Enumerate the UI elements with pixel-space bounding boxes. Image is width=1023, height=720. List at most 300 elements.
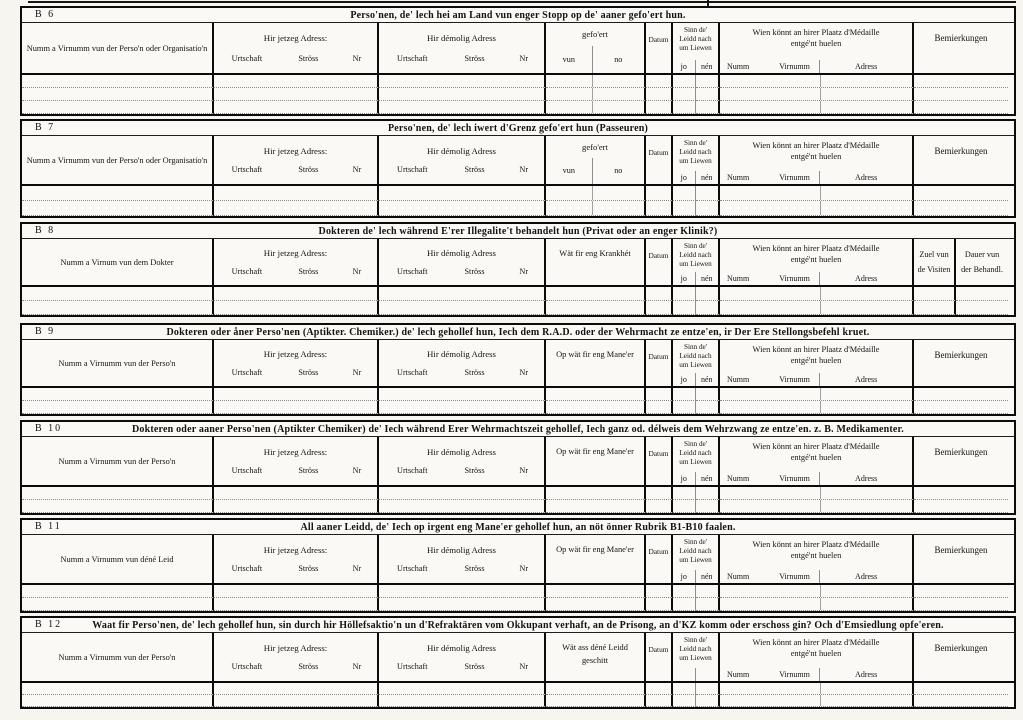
- medal-recipient-subcolumn-text: Virnumm: [779, 173, 810, 182]
- address-subcolumn-label: Ströss: [298, 662, 319, 672]
- column-header-row: [22, 136, 1014, 186]
- blank-cell-yes: [673, 598, 696, 611]
- section-title: [22, 226, 1014, 237]
- still-alive-label-line: um Liewen: [679, 44, 712, 52]
- column-header-remarks: [914, 437, 1008, 485]
- address-header-label: [214, 33, 377, 43]
- column-header-date: [646, 340, 673, 386]
- blank-cell-name: [22, 287, 214, 301]
- column-header-still-alive: [673, 633, 720, 681]
- column-header-current-address: [214, 633, 379, 681]
- blank-cell-date: [646, 401, 673, 414]
- medal-recipient-label-line: entgé'nt huelen: [790, 550, 842, 560]
- still-alive-label-line: Leidd nach: [679, 449, 712, 457]
- table-row: [22, 401, 1014, 414]
- medal-recipient-label-line: Wien könnt an hirer Plaatz d'Médaille: [752, 345, 880, 354]
- transported-subcolumn-text: no: [614, 54, 623, 64]
- blank-cell-no: [696, 695, 720, 707]
- blank-cell-former-address: [379, 487, 546, 500]
- section-title-row: [22, 8, 1014, 23]
- blank-cell-date: [646, 101, 673, 114]
- section-title-row: [22, 325, 1014, 340]
- still-alive-label-line: um Liewen: [679, 260, 712, 268]
- address-subcolumn-label: Nr: [519, 662, 529, 672]
- address-header-label-text: Hir jetzeg Adress:: [263, 33, 328, 44]
- address-header-label: [379, 447, 544, 457]
- column-header-manner: [546, 239, 646, 285]
- subcolumn-divider: [820, 101, 821, 113]
- column-header-row: [22, 437, 1014, 487]
- still-alive-subcolumns: [673, 373, 718, 386]
- remarks-column-label: Bemierkungen: [934, 350, 988, 360]
- medal-recipient-label-line: Wien könnt an hirer Plaatz d'Médaille: [752, 638, 880, 647]
- blank-cell-medal-recipient: [720, 683, 914, 695]
- section-b12: [20, 616, 1016, 709]
- column-header-current-address: [214, 23, 379, 73]
- medal-recipient-subcolumn-text: Numm: [727, 274, 750, 283]
- address-subcolumn-labels: [214, 267, 377, 276]
- transported-subcolumns: [546, 46, 644, 74]
- no-label-text: nén: [700, 173, 713, 182]
- medal-recipient-subcolumn-text: Adress: [855, 572, 878, 581]
- remarks-column-label: Bemierkungen: [934, 643, 988, 653]
- address-subcolumn-label: Nr: [519, 368, 529, 377]
- medal-recipient-subcolumns: [720, 60, 912, 73]
- blank-cell-medal-recipient: [720, 388, 914, 401]
- address-header-label-text: Hir jetzeg Adress:: [263, 145, 328, 156]
- blank-cell-manner: [546, 695, 646, 707]
- column-header-row: [22, 239, 1014, 287]
- address-header-label: [379, 146, 544, 156]
- address-subcolumn-label: Ströss: [464, 267, 485, 276]
- subcolumn-divider: [820, 388, 821, 400]
- column-header-still-alive: [673, 437, 720, 485]
- blank-cell-medal-recipient: [720, 287, 914, 301]
- table-row: [22, 75, 1014, 88]
- still-alive-label-line: Sinn de': [683, 440, 708, 448]
- blank-cell-yes: [673, 301, 696, 315]
- address-header-label-text: Hir démolig Adress: [427, 446, 496, 457]
- blank-cell-manner: [546, 287, 646, 301]
- section-b7: [20, 119, 1016, 218]
- manner-label-line: Op wät fir eng Mane'er: [556, 447, 634, 456]
- no-subcolumn-label: [696, 570, 718, 583]
- section-id: B 9: [35, 326, 56, 337]
- section-b8: [20, 222, 1016, 317]
- yes-label-text: jo: [680, 274, 687, 283]
- section-title: [22, 522, 1014, 533]
- blank-cell-current-address: [214, 75, 379, 88]
- still-alive-label-line: Leidd nach: [679, 148, 712, 156]
- section-b10: [20, 420, 1016, 515]
- column-header-still-alive: [673, 136, 720, 184]
- medal-recipient-subcolumn-label: [720, 572, 770, 581]
- subcolumn-divider: [592, 201, 593, 215]
- blank-cell-remarks: [914, 186, 1008, 201]
- medal-recipient-label-line: entgé'nt huelen: [790, 355, 842, 365]
- column-header-still-alive: [673, 340, 720, 386]
- section-id: B 8: [35, 225, 56, 236]
- yes-label-text: jo: [680, 572, 687, 581]
- table-row: [22, 683, 1014, 695]
- blank-cell-name: [22, 388, 214, 401]
- transported-label: [546, 23, 644, 46]
- medal-recipient-subcolumn-label: [720, 173, 770, 182]
- medal-recipient-subcolumn-text: Virnumm: [779, 572, 810, 581]
- medal-recipient-subcolumn-text: Virnumm: [779, 375, 810, 384]
- blank-cell-current-address: [214, 487, 379, 500]
- address-subcolumn-label: Urtschaft: [231, 368, 263, 377]
- address-header-label: [214, 447, 377, 457]
- blank-cell-medal-recipient: [720, 487, 914, 500]
- blank-cell-yes: [673, 287, 696, 301]
- address-subcolumn-labels: [214, 54, 377, 63]
- treatment-duration-label-line: Dauer vun: [964, 250, 1000, 259]
- address-subcolumn-labels: [214, 662, 377, 671]
- address-subcolumn-labels: [379, 165, 544, 174]
- blank-cell-visit-count: [914, 301, 956, 315]
- blank-cell-manner: [546, 585, 646, 598]
- blank-cell-treatment-duration: [956, 287, 1008, 301]
- medal-recipient-label-line: entgé'nt huelen: [790, 151, 842, 161]
- blank-cell-no: [696, 388, 720, 401]
- medal-recipient-subcolumn-label: [819, 472, 912, 485]
- blank-cell-current-address: [214, 500, 379, 513]
- yes-label-text: jo: [680, 173, 687, 182]
- medal-recipient-subcolumns: [720, 668, 912, 681]
- column-header-name: [22, 535, 214, 583]
- section-title-row: [22, 422, 1014, 437]
- blank-cell-date: [646, 201, 673, 216]
- medal-recipient-subcolumn-text: Numm: [727, 375, 750, 384]
- yes-subcolumn-label: [673, 472, 696, 485]
- manner-label-line: Wät ass déné Leidd: [562, 643, 628, 652]
- section-title-text: Dokteren oder aaner Perso'nen (Aptikter Chemiker) de' Iech während Erer Wehrmachtszeit gehollef, Iech ganz od. délweis dem Wehrzwang ze entze'en. z. B. Medikamenter.: [132, 423, 904, 435]
- still-alive-label-line: Sinn de': [683, 538, 708, 546]
- blank-cell-manner: [546, 388, 646, 401]
- blank-cell-current-address: [214, 101, 379, 114]
- still-alive-label-line: um Liewen: [679, 157, 712, 165]
- section-id: B 11: [35, 521, 62, 532]
- column-header-transported: [546, 23, 646, 73]
- blank-cell-former-address: [379, 695, 546, 707]
- blank-cell-current-address: [214, 683, 379, 695]
- blank-cell-date: [646, 388, 673, 401]
- blank-cell-current-address: [214, 186, 379, 201]
- address-subcolumn-labels: [214, 564, 377, 573]
- blank-cell-name: [22, 88, 214, 101]
- column-header-medal-recipient: [720, 23, 914, 73]
- blank-cell-name: [22, 401, 214, 414]
- section-title-text: Dokteren oder åner Perso'nen (Aptikter. Chemiker.) de' lech gehollef hun, Iech dem R.A.D. oder der Wehrmacht ze entze'en, ir Der Ere Stellongsbefehl kruet.: [166, 326, 870, 338]
- blank-cell-remarks: [914, 695, 1008, 707]
- column-header-current-address: [214, 136, 379, 184]
- subcolumn-divider: [820, 500, 821, 512]
- column-header-manner: [546, 633, 646, 681]
- blank-cell-visit-count: [914, 287, 956, 301]
- column-header-treatment-duration: [956, 239, 1008, 285]
- blank-cell-remarks: [914, 585, 1008, 598]
- address-subcolumn-label: Ströss: [464, 564, 485, 574]
- blank-cell-manner: [546, 101, 646, 114]
- address-subcolumn-label: Nr: [352, 53, 362, 63]
- column-header-still-alive: [673, 535, 720, 583]
- table-row: [22, 388, 1014, 401]
- manner-label-line: Op wät fir eng Mane'er: [556, 350, 634, 359]
- address-subcolumn-label: Ströss: [298, 53, 319, 63]
- column-header-former-address: [379, 535, 546, 583]
- blank-cell-name: [22, 683, 214, 695]
- medal-recipient-label-line: Wien könnt an hirer Plaatz d'Médaille: [752, 540, 880, 549]
- blank-cell-medal-recipient: [720, 598, 914, 611]
- address-subcolumn-label: Urtschaft: [397, 466, 428, 476]
- blank-cell-current-address: [214, 388, 379, 401]
- no-subcolumn-label: [696, 171, 718, 184]
- subcolumn-divider: [820, 401, 821, 413]
- column-header-manner: [546, 340, 646, 386]
- address-subcolumn-labels: [379, 662, 544, 671]
- column-header-remarks: [914, 633, 1008, 681]
- blank-cell-medal-recipient: [720, 695, 914, 707]
- address-subcolumn-label: Urtschaft: [231, 165, 263, 175]
- medal-recipient-subcolumn-label: [720, 375, 770, 384]
- table-row: [22, 598, 1014, 611]
- blank-cell-no: [696, 186, 720, 201]
- blank-cell-manner: [546, 88, 646, 101]
- transported-subcolumn-label: [546, 46, 593, 74]
- column-header-name: [22, 239, 214, 285]
- blank-cell-no: [696, 585, 720, 598]
- blank-cell-remarks: [914, 75, 1008, 88]
- address-subcolumn-label: Urtschaft: [231, 564, 263, 574]
- address-subcolumn-labels: [379, 267, 544, 276]
- blank-cell-medal-recipient: [720, 401, 914, 414]
- column-header-medal-recipient: [720, 239, 914, 285]
- blank-cell-former-address: [379, 598, 546, 611]
- column-header-name: [22, 136, 214, 184]
- medal-recipient-subcolumn-label: [770, 274, 820, 283]
- medal-recipient-subcolumn-text: Numm: [727, 670, 750, 679]
- name-column-label: Numm a Virnumm vun der Perso'n oder Organisatio'n: [26, 155, 208, 165]
- blank-cell-manner: [546, 683, 646, 695]
- address-subcolumn-label: Urtschaft: [397, 53, 428, 63]
- subcolumn-divider: [592, 101, 593, 113]
- name-column-label: Numm a Virnumm vun der Perso'n oder Organisatio'n: [26, 43, 208, 53]
- medal-recipient-subcolumn-text: Numm: [727, 474, 750, 483]
- section-title-text: All aaner Leidd, de' Iech op irgent eng Mane'er gehollef hun, an nöt önner Rubrik B1-B10 faalen.: [300, 521, 736, 533]
- section-b11: [20, 518, 1016, 613]
- treatment-duration-label-line: der Behandl.: [961, 265, 1003, 274]
- blank-cell-remarks: [914, 401, 1008, 414]
- remarks-column-label: Bemierkungen: [934, 447, 988, 457]
- subcolumn-divider: [820, 201, 821, 215]
- still-alive-subcolumns: [673, 171, 718, 184]
- address-subcolumn-label: Ströss: [464, 368, 485, 377]
- form-sections-container: [20, 6, 1016, 709]
- blank-cell-former-address: [379, 401, 546, 414]
- medal-recipient-subcolumn-label: [819, 60, 912, 73]
- transported-subcolumn-label: [593, 46, 644, 74]
- blank-cell-name: [22, 500, 214, 513]
- address-header-label: [379, 643, 544, 653]
- manner-label-line: geschitt: [581, 655, 609, 665]
- still-alive-label-line: um Liewen: [679, 556, 712, 564]
- address-header-label-text: Hir jetzeg Adress:: [263, 446, 328, 457]
- blank-cell-former-address: [379, 101, 546, 114]
- blank-cell-medal-recipient: [720, 186, 914, 201]
- blank-cell-former-address: [379, 683, 546, 695]
- transported-subcolumn-label: [593, 158, 644, 184]
- medal-recipient-subcolumn-text: Adress: [855, 274, 878, 283]
- blank-cell-former-address: [379, 388, 546, 401]
- address-header-label: [379, 349, 544, 359]
- blank-cell-date: [646, 487, 673, 500]
- blank-cell-medal-recipient: [720, 500, 914, 513]
- column-header-date: [646, 23, 673, 73]
- subcolumn-divider: [820, 598, 821, 610]
- yes-subcolumn-label: [673, 171, 696, 184]
- address-subcolumn-labels: [379, 466, 544, 475]
- medal-recipient-subcolumn-label: [720, 474, 770, 483]
- address-subcolumn-labels: [214, 368, 377, 377]
- blank-cell-yes: [673, 75, 696, 88]
- blank-cell-no: [696, 598, 720, 611]
- yes-subcolumn-label: [673, 570, 696, 583]
- blank-cell-date: [646, 301, 673, 315]
- subcolumn-divider: [592, 186, 593, 200]
- address-subcolumn-label: Urtschaft: [397, 368, 428, 377]
- medal-recipient-subcolumn-text: Numm: [727, 173, 750, 182]
- column-header-date: [646, 437, 673, 485]
- section-id: B 10: [35, 423, 63, 434]
- medal-recipient-subcolumn-label: [770, 572, 820, 581]
- medal-recipient-subcolumns: [720, 272, 912, 285]
- name-column-label: Numm a Virnumm vun der Perso'n: [58, 456, 176, 466]
- address-subcolumn-label: Ströss: [298, 267, 319, 276]
- address-subcolumn-label: Nr: [519, 165, 529, 175]
- section-id: B 7: [35, 122, 56, 133]
- column-header-medal-recipient: [720, 535, 914, 583]
- address-subcolumn-label: Nr: [352, 564, 362, 574]
- medal-recipient-subcolumn-label: [770, 173, 820, 182]
- still-alive-label-line: Sinn de': [683, 343, 708, 351]
- blank-cell-yes: [673, 186, 696, 201]
- address-subcolumn-label: Nr: [352, 165, 362, 175]
- name-column-label: Numm a Virnumm vun der Perso'n: [58, 358, 176, 368]
- subcolumn-divider: [820, 585, 821, 597]
- table-row: [22, 487, 1014, 500]
- section-title-row: [22, 224, 1014, 239]
- address-header-label: [214, 643, 377, 653]
- still-alive-label-line: um Liewen: [679, 361, 712, 369]
- medal-recipient-label-line: Wien könnt an hirer Plaatz d'Médaille: [752, 244, 880, 253]
- blank-cell-manner: [546, 75, 646, 88]
- address-subcolumn-label: Ströss: [464, 53, 485, 63]
- no-subcolumn-label: [696, 60, 718, 73]
- medal-recipient-subcolumn-text: Adress: [855, 474, 878, 483]
- address-header-label-text: Hir démolig Adress: [427, 33, 496, 44]
- transported-label: [546, 136, 644, 158]
- blank-cell-former-address: [379, 201, 546, 216]
- section-title: [22, 327, 1014, 338]
- table-row: [22, 301, 1014, 315]
- visit-count-label-line: de Visiten: [917, 265, 951, 274]
- medal-recipient-label-line: entgé'nt huelen: [790, 38, 842, 48]
- column-header-remarks: [914, 535, 1008, 583]
- address-subcolumn-label: Urtschaft: [397, 662, 428, 672]
- address-header-label-text: Hir jetzeg Adress:: [263, 642, 328, 653]
- blank-cell-medal-recipient: [720, 585, 914, 598]
- medal-recipient-subcolumn-text: Adress: [855, 670, 878, 679]
- blank-cell-current-address: [214, 401, 379, 414]
- blank-cell-yes: [673, 585, 696, 598]
- section-title-text: Perso'nen, de' lech iwert d'Grenz gefo'ert hun (Passeuren): [387, 122, 649, 134]
- address-subcolumn-label: Nr: [352, 267, 362, 276]
- yes-subcolumn-label: [673, 272, 696, 285]
- subcolumn-divider: [820, 88, 821, 100]
- blank-cell-manner: [546, 186, 646, 201]
- blank-cell-treatment-duration: [956, 301, 1008, 315]
- blank-cell-yes: [673, 201, 696, 216]
- blank-cell-name: [22, 75, 214, 88]
- address-header-label: [214, 248, 377, 258]
- blank-cell-no: [696, 487, 720, 500]
- address-header-label-text: Hir jetzeg Adress:: [263, 544, 328, 555]
- medal-recipient-subcolumn-label: [819, 373, 912, 386]
- blank-cell-no: [696, 88, 720, 101]
- no-label-text: nén: [700, 274, 713, 283]
- medal-recipient-subcolumn-text: Adress: [855, 62, 878, 71]
- medal-recipient-label-line: Wien könnt an hirer Plaatz d'Médaille: [752, 442, 880, 451]
- blank-cell-yes: [673, 683, 696, 695]
- address-header-label-text: Hir démolig Adress: [427, 145, 496, 156]
- address-subcolumn-label: Urtschaft: [397, 564, 428, 574]
- address-subcolumn-label: Ströss: [298, 564, 319, 574]
- address-header-label: [214, 545, 377, 555]
- date-column-label: Datum: [648, 148, 669, 157]
- address-subcolumn-label: Ströss: [298, 368, 319, 377]
- section-title-text: Waat fir Perso'nen, de' lech gehollef hun, sin durch hir Höllefsaktio'n un d'Refraktären vom Okkupant verhaft, an de Prisong, an d'KZ komm oder erschoss gin? Och d'Emsiedlung opfe'eren.: [92, 619, 944, 631]
- visit-count-label-line: Zuel vun: [919, 250, 949, 259]
- medal-recipient-label-line: Wien könnt an hirer Plaatz d'Médaille: [752, 141, 880, 150]
- transported-label-text: gefo'ert: [582, 29, 608, 40]
- blank-cell-former-address: [379, 287, 546, 301]
- column-header-row: [22, 535, 1014, 585]
- column-header-date: [646, 633, 673, 681]
- address-subcolumn-label: Urtschaft: [397, 267, 428, 276]
- address-header-label: [379, 545, 544, 555]
- no-subcolumn-label: [696, 373, 718, 386]
- address-header-label-text: Hir démolig Adress: [427, 349, 496, 359]
- column-header-medal-recipient: [720, 340, 914, 386]
- no-label-text: nén: [700, 474, 713, 483]
- blank-cell-manner: [546, 201, 646, 216]
- address-subcolumn-labels: [379, 564, 544, 573]
- still-alive-label-line: Leidd nach: [679, 251, 712, 259]
- address-header-label-text: Hir démolig Adress: [427, 544, 496, 555]
- name-column-label: Numm a Virnumm vun der Perso'n: [58, 652, 176, 662]
- still-alive-label-line: Leidd nach: [679, 35, 712, 43]
- address-header-label-text: Hir jetzeg Adress:: [263, 248, 328, 258]
- blank-cell-current-address: [214, 301, 379, 315]
- still-alive-label-line: Sinn de': [683, 26, 708, 34]
- blank-cell-current-address: [214, 201, 379, 216]
- subcolumn-divider: [820, 75, 821, 87]
- still-alive-subcolumns: [673, 472, 718, 485]
- column-header-current-address: [214, 535, 379, 583]
- yes-subcolumn-label: [673, 668, 696, 681]
- address-header-label-text: Hir démolig Adress: [427, 248, 496, 258]
